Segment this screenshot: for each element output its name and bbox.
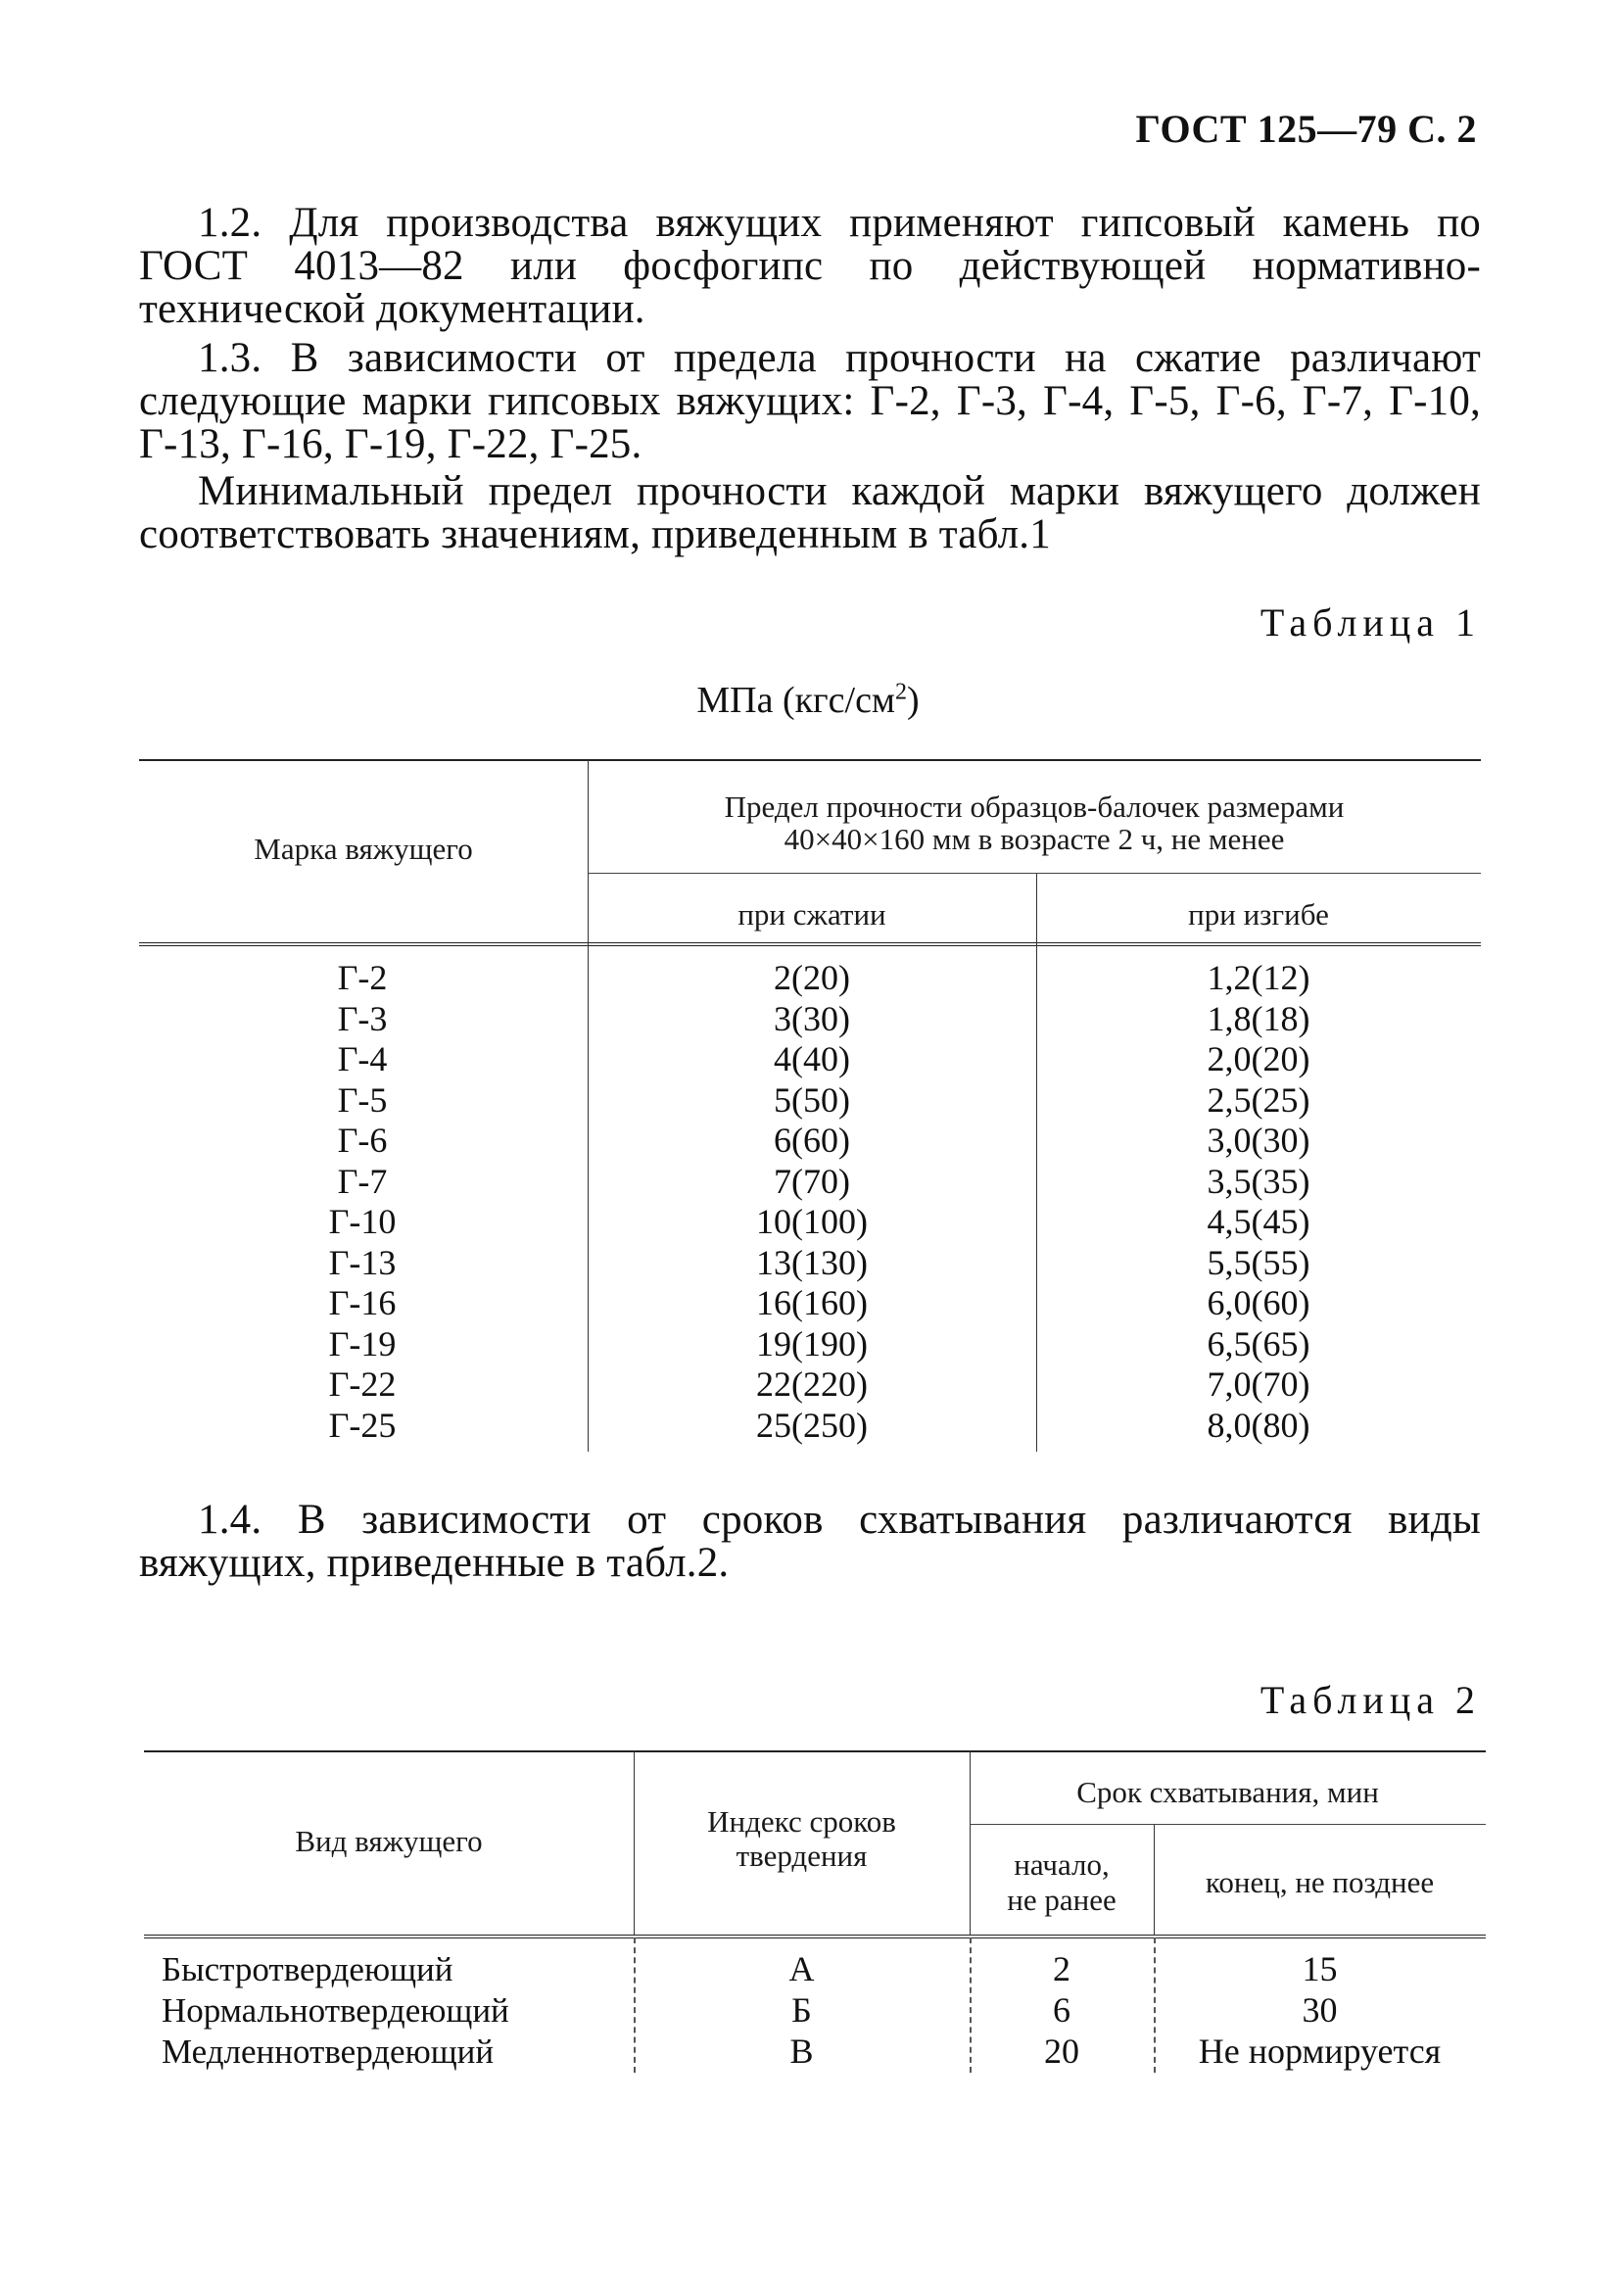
units-superscript: 2	[894, 679, 907, 705]
paragraph-1-3-text: 1.3. В зависимости от предела прочности на сжатие различают следующие марки гипсовых вяжущих: Г-2, Г-3, Г-4, Г-5, Г-6, Г-7, Г-10, Г-13, Г-16, Г-19, Г-22, Г-25.	[139, 335, 1481, 467]
table-1-cell-mark: Г-5	[337, 1079, 388, 1120]
table-1-cell-mark: Г-10	[328, 1202, 397, 1241]
table-2-header-index-line2: твердения	[736, 1839, 868, 1873]
table-1-cell-mark: Г-6	[337, 1121, 388, 1160]
table-2-header-start-line2: не ранее	[1007, 1883, 1117, 1917]
table-1-cell-bend: 6,5(65)	[1207, 1323, 1310, 1363]
paragraph-1-4-text: 1.4. В зависимости от сроков схватывания различаются виды вяжущих, приведенные в табл.2.	[139, 1497, 1481, 1586]
table-1-cell-compress: 2(20)	[774, 958, 850, 997]
table-2-header-group: Срок схватывания, мин	[1076, 1775, 1379, 1809]
table-2-header-start-line1: начало,	[1014, 1847, 1110, 1882]
table-1-cell-bend: 7,0(70)	[1207, 1364, 1310, 1404]
table-1-cell-mark: Г-7	[337, 1161, 388, 1201]
table-1-cell-mark: Г-3	[337, 998, 388, 1038]
table-2-cell-start: 6	[1053, 1990, 1070, 2030]
table-2-header-rule	[144, 1935, 1486, 1938]
table-1-cell-bend: 1,2(12)	[1207, 958, 1310, 997]
table-2-header-end: конец, не позднее	[1205, 1865, 1435, 1899]
table-1-header-compress: при сжатии	[737, 897, 886, 932]
table-1-cell-mark: Г-13	[328, 1242, 397, 1282]
table-2-cell-index: Б	[791, 1990, 812, 2030]
table-2-cell-start: 2	[1053, 1949, 1070, 1988]
table-1-cell-compress: 3(30)	[774, 998, 850, 1038]
table-2-cell-type: Медленнотвердеющий	[162, 2033, 495, 2071]
table-1-cell-mark: Г-2	[337, 958, 388, 997]
table-1-cell-mark: Г-25	[328, 1405, 397, 1445]
table-1-cell-compress: 4(40)	[774, 1039, 850, 1078]
table-1-cell-compress: 6(60)	[774, 1121, 850, 1160]
table-1-header-group-line1: Предел прочности образцов-балочек размерами	[724, 789, 1345, 824]
table-1-cell-bend: 3,5(35)	[1207, 1161, 1310, 1201]
table-1-cell-bend: 2,5(25)	[1207, 1079, 1310, 1120]
table-1-cell-compress: 13(130)	[756, 1242, 868, 1282]
table-2-header-index-line1: Индекс сроков	[707, 1804, 896, 1839]
units-close: )	[906, 680, 920, 721]
table-2-top-rule	[144, 1750, 1486, 1752]
table-1-cell-bend: 2,0(20)	[1207, 1039, 1310, 1078]
table-2-cell-index: В	[789, 2032, 814, 2071]
table-1-cell-bend: 8,0(80)	[1207, 1405, 1310, 1445]
table-1-cell-compress: 16(160)	[756, 1283, 868, 1322]
table-1-cell-bend: 6,0(60)	[1207, 1283, 1310, 1322]
table-1-cell-bend: 3,0(30)	[1207, 1121, 1310, 1160]
table-1-cell-compress: 25(250)	[756, 1405, 868, 1445]
table-2-header-type: Вид вяжущего	[295, 1824, 483, 1858]
table-2-caption: Таблица 2	[1260, 1678, 1481, 1722]
table-1-header-group-line2: 40×40×160 мм в возрасте 2 ч, не менее	[784, 822, 1285, 856]
paragraph-1-3b-text: Минимальный предел прочности каждой марки вяжущего должен соответствовать значениям, приведенным в табл.1	[139, 468, 1481, 557]
page-header: ГОСТ 125—79 С. 2	[1135, 107, 1477, 151]
table-2-cell-start: 20	[1044, 2032, 1079, 2071]
table-1-cell-bend: 5,5(55)	[1207, 1242, 1310, 1282]
table-2-cell-end: Не нормируется	[1198, 2032, 1442, 2071]
paragraph-1-2-text: 1.2. Для производства вяжущих применяют гипсовый камень по ГОСТ 4013—82 или фосфогипс по действующей нормативно-технической документации.	[139, 200, 1481, 332]
table-1-cell-compress: 22(220)	[756, 1364, 868, 1404]
table-2-cell-type: Быстротвердеющий	[162, 1950, 453, 1988]
table-1-header-mark: Марка вяжущего	[254, 832, 473, 866]
table-1-cell-mark: Г-4	[337, 1039, 388, 1078]
table-2-group-rule	[970, 1824, 1486, 1825]
table-1-header-bend: при изгибе	[1188, 897, 1329, 932]
table-1-cell-mark: Г-22	[328, 1364, 397, 1404]
table-2-cell-end: 30	[1302, 1990, 1338, 2030]
table-1-cell-compress: 5(50)	[774, 1079, 850, 1120]
table-1-cell-compress: 19(190)	[756, 1323, 868, 1363]
table-1-cell-mark: Г-16	[328, 1283, 397, 1322]
table-1-caption: Таблица 1	[1260, 600, 1481, 645]
table-1-cell-bend: 1,8(18)	[1207, 998, 1310, 1038]
table-2-cell-index: А	[788, 1949, 815, 1988]
table-2-cell-type: Нормальнотвердеющий	[162, 1991, 509, 2030]
table-2-cell-end: 15	[1302, 1949, 1338, 1988]
table-1-cell-compress: 10(100)	[756, 1202, 868, 1241]
units-text: МПа (кгс/см	[696, 680, 895, 721]
table-1-cell-compress: 7(70)	[774, 1161, 850, 1201]
table-1-cell-mark: Г-19	[328, 1323, 397, 1363]
table-1-cell-bend: 4,5(45)	[1207, 1202, 1310, 1241]
